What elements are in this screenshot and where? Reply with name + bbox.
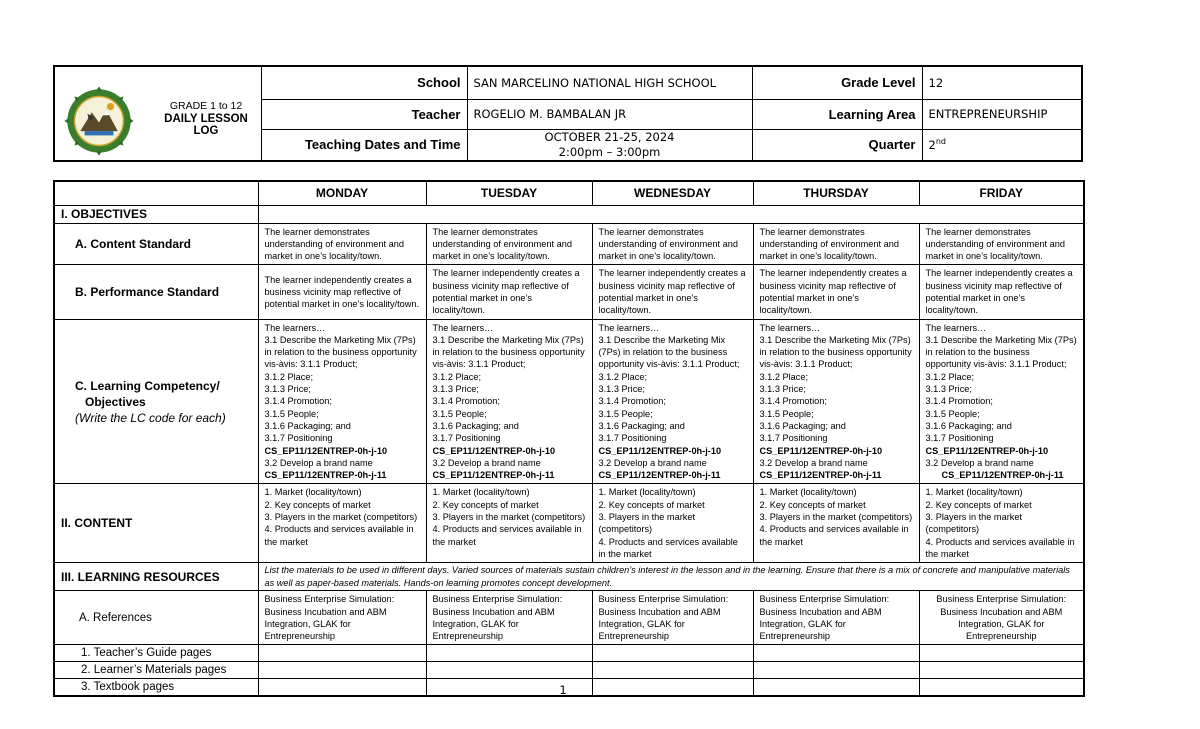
lc-line: 3.1.2 Place; xyxy=(925,371,975,382)
content-item: 1. Market (locality/town) xyxy=(432,487,530,498)
lm-thu xyxy=(753,662,919,679)
tg-fri xyxy=(919,645,1084,662)
tg-thu xyxy=(753,645,919,662)
learning-resources-note: List the materials to be used in different days. Varied sources of materials sustain children’s interest in the lesson and in the learning. Ensure that there is a mix of concrete and manipulative materials as well as paper-based materials. Hands-on learning promotes concept development. xyxy=(258,563,1084,591)
lc-line: 3.1.6 Packaging; and xyxy=(264,420,351,431)
lm-wed xyxy=(592,662,753,679)
lc-line: 3.2 Develop a brand name xyxy=(759,457,868,468)
dates-value xyxy=(467,129,752,161)
lc-intro: The learners… xyxy=(925,322,987,333)
lc-intro: The learners… xyxy=(264,322,326,333)
lc-line: 3.1.4 Promotion; xyxy=(264,396,332,407)
performance-standard-tue: The learner independently creates a business vicinity map reflective of potential market in one’s locality/town. xyxy=(426,265,592,319)
day-friday: FRIDAY xyxy=(919,181,1084,205)
lc-line: 3.2 Develop a brand name xyxy=(598,457,707,468)
content-item: 4. Products and services available in the market xyxy=(264,524,414,547)
lc-code: CS_EP11/12ENTREP-0h-j-11 xyxy=(432,470,555,481)
content-item: 3. Players in the market (competitors) xyxy=(432,512,586,523)
performance-standard-fri: The learner independently creates a business vicinity map reflective of potential market in one’s locality/town. xyxy=(919,265,1084,319)
tg-mon xyxy=(258,645,426,662)
tb-mon xyxy=(258,679,426,696)
school-seal-icon xyxy=(63,85,135,157)
teacher-label: Teacher xyxy=(261,99,467,129)
page-number: 1 xyxy=(559,683,567,697)
teachers-guide-label: 1. Teacher’s Guide pages xyxy=(54,645,258,662)
lc-line: 3.1.5 People; xyxy=(432,408,487,419)
performance-standard-mon: The learner independently creates a business vicinity map reflective of potential market in one’s locality/town. xyxy=(258,265,426,319)
lc-line: 3.1.5 People; xyxy=(598,408,653,419)
lc-label-line-1: C. Learning Competency/ xyxy=(75,378,220,393)
lc-line: 3.1.4 Promotion; xyxy=(598,396,666,407)
content-standard-tue: The learner demonstrates understanding of environment and market in one’s locality/town. xyxy=(426,223,592,265)
lc-line: 3.1.7 Positioning xyxy=(598,433,667,444)
content-item: 2. Key concepts of market xyxy=(432,499,539,510)
lc-code: CS_EP11/12ENTREP-0h-j-10 xyxy=(925,445,1049,456)
header-table xyxy=(53,65,1083,162)
content-item: 4. Products and services available in the market xyxy=(432,524,582,547)
content-item: 4. Products and services available in the market xyxy=(759,524,909,547)
lc-line: 3.1.6 Packaging; and xyxy=(598,420,685,431)
lc-code: CS_EP11/12ENTREP-0h-j-11 xyxy=(759,470,882,481)
content-item: 3. Players in the market (competitors) xyxy=(759,512,913,523)
references-mon: Business Enterprise Simulation: Business Incubation and ABM Integration, GLAK for Entrepreneurship xyxy=(258,591,426,645)
content-item: 1. Market (locality/town) xyxy=(925,487,1023,498)
school-label: School xyxy=(261,66,467,99)
textbook-label: 3. Textbook pages xyxy=(54,679,258,696)
lc-line: 3.1.2 Place; xyxy=(598,371,648,382)
lc-code: CS_EP11/12ENTREP-0h-j-10 xyxy=(432,445,556,456)
quarter-suffix: nd xyxy=(935,137,946,147)
content-item: 2. Key concepts of market xyxy=(598,499,705,510)
lc-line: 3.1.4 Promotion; xyxy=(925,396,993,407)
school-value: SAN MARCELINO NATIONAL HIGH SCHOOL xyxy=(467,66,752,99)
competency-thu xyxy=(753,319,919,484)
grade-range: GRADE 1 to 12 xyxy=(169,99,243,112)
lc-label-line-2: Objectives xyxy=(85,394,146,409)
grade-level-label: Grade Level xyxy=(752,66,922,99)
tg-tue xyxy=(426,645,592,662)
content-heading: II. CONTENT xyxy=(54,484,258,563)
lc-line: 3.1.5 People; xyxy=(264,408,319,419)
references-tue: Business Enterprise Simulation: Business Incubation and ABM Integration, GLAK for Entrepreneurship xyxy=(426,591,592,645)
content-standard-label: A. Content Standard xyxy=(54,223,258,265)
content-item: 3. Players in the market (competitors) xyxy=(264,512,418,523)
lc-line: 3.1 Describe the Marketing Mix (7Ps) in relation to the business opportunity vis-àvis: 3.1.1 Product; xyxy=(598,334,740,370)
lc-line: 3.2 Develop a brand name xyxy=(925,457,1034,468)
lm-mon xyxy=(258,662,426,679)
lc-line: 3.1.7 Positioning xyxy=(264,433,333,444)
lc-line: 3.1.5 People; xyxy=(925,408,980,419)
lc-line: 3.1.6 Packaging; and xyxy=(759,420,846,431)
content-item: 1. Market (locality/town) xyxy=(264,487,362,498)
lc-line: 3.1.2 Place; xyxy=(759,371,809,382)
lc-line: 3.1 Describe the Marketing Mix (7Ps) in relation to the business opportunity vis-àvis: 3.1.1 Product; xyxy=(432,334,585,370)
quarter-value xyxy=(922,129,1082,161)
content-standard-fri: The learner demonstrates understanding of environment and market in one’s locality/town. xyxy=(919,223,1084,265)
day-monday: MONDAY xyxy=(258,181,426,205)
grade-level-value: 12 xyxy=(922,66,1082,99)
lc-line: 3.1.4 Promotion; xyxy=(432,396,500,407)
day-wednesday: WEDNESDAY xyxy=(592,181,753,205)
content-item: 1. Market (locality/town) xyxy=(598,487,696,498)
content-item: 2. Key concepts of market xyxy=(925,499,1032,510)
content-thu xyxy=(753,484,919,563)
lc-intro: The learners… xyxy=(432,322,494,333)
competency-mon xyxy=(258,319,426,484)
content-item: 3. Players in the market (competitors) xyxy=(925,512,1023,535)
lc-line: 3.2 Develop a brand name xyxy=(432,457,541,468)
lc-line: 3.1.3 Price; xyxy=(759,384,806,395)
references-wed: Business Enterprise Simulation: Business Incubation and ABM Integration, GLAK for Entrepreneurship xyxy=(592,591,753,645)
day-tuesday: TUESDAY xyxy=(426,181,592,205)
lc-code: CS_EP11/12ENTREP-0h-j-10 xyxy=(759,445,883,456)
lc-line: 3.2 Develop a brand name xyxy=(264,457,373,468)
dates-label: Teaching Dates and Time xyxy=(261,129,467,161)
lesson-log-table xyxy=(53,180,1085,697)
lm-fri xyxy=(919,662,1084,679)
learning-resources-heading: III. LEARNING RESOURCES xyxy=(54,563,258,591)
competency-fri xyxy=(919,319,1084,484)
content-standard-mon: The learner demonstrates understanding of environment and market in one’s locality/town. xyxy=(258,223,426,265)
lc-line: 3.1.2 Place; xyxy=(264,371,314,382)
content-fri xyxy=(919,484,1084,563)
lc-line: 3.1.3 Price; xyxy=(432,384,479,395)
lc-line: 3.1 Describe the Marketing Mix (7Ps) in relation to the business opportunity vis-àvis: 3.1.1 Product; xyxy=(925,334,1077,370)
teacher-value: ROGELIO M. BAMBALAN JR xyxy=(467,99,752,129)
references-label: A. References xyxy=(54,591,258,645)
lc-code: CS_EP11/12ENTREP-0h-j-11 xyxy=(941,470,1064,481)
performance-standard-thu: The learner independently creates a business vicinity map reflective of potential market in one’s locality/town. xyxy=(753,265,919,319)
lc-line: 3.1.3 Price; xyxy=(598,384,645,395)
lc-line: 3.1 Describe the Marketing Mix (7Ps) in relation to the business opportunity vis-àvis: 3.1.1 Product; xyxy=(264,334,417,370)
lc-line: 3.1.7 Positioning xyxy=(432,433,501,444)
tb-wed xyxy=(592,679,753,696)
tb-thu xyxy=(753,679,919,696)
performance-standard-label: B. Performance Standard xyxy=(54,265,258,319)
lc-line: 3.1.2 Place; xyxy=(432,371,482,382)
performance-standard-wed: The learner independently creates a business vicinity map reflective of potential market in one’s locality/town. xyxy=(592,265,753,319)
lc-intro: The learners… xyxy=(598,322,660,333)
dates-line-2: 2:00pm – 3:00pm xyxy=(558,144,661,159)
content-standard-thu: The learner demonstrates understanding of environment and market in one’s locality/town. xyxy=(753,223,919,265)
content-item: 2. Key concepts of market xyxy=(264,499,371,510)
objectives-blank xyxy=(258,205,1084,223)
tb-fri xyxy=(919,679,1084,696)
logo-cell xyxy=(54,66,261,161)
lc-line: 3.1.7 Positioning xyxy=(759,433,828,444)
lc-line: 3.1.3 Price; xyxy=(264,384,311,395)
competency-tue xyxy=(426,319,592,484)
lm-tue xyxy=(426,662,592,679)
empty-corner xyxy=(54,181,258,205)
content-mon xyxy=(258,484,426,563)
lc-code: CS_EP11/12ENTREP-0h-j-11 xyxy=(598,470,721,481)
references-thu: Business Enterprise Simulation: Business Incubation and ABM Integration, GLAK for Entrepreneurship xyxy=(753,591,919,645)
quarter-label: Quarter xyxy=(752,129,922,161)
lc-line: 3.1.6 Packaging; and xyxy=(925,420,1012,431)
lc-line: 3.1.7 Positioning xyxy=(925,433,994,444)
competency-wed xyxy=(592,319,753,484)
lc-line: 3.1.6 Packaging; and xyxy=(432,420,519,431)
references-fri: Business Enterprise Simulation: Business Incubation and ABM Integration, GLAK for Entrepreneurship xyxy=(919,591,1084,645)
learners-materials-label: 2. Learner’s Materials pages xyxy=(54,662,258,679)
lc-code: CS_EP11/12ENTREP-0h-j-10 xyxy=(598,445,722,456)
learning-competency-label xyxy=(54,319,258,484)
day-thursday: THURSDAY xyxy=(753,181,919,205)
dates-line-1: OCTOBER 21-25, 2024 xyxy=(544,129,675,144)
lc-code: CS_EP11/12ENTREP-0h-j-10 xyxy=(264,445,388,456)
lc-label-line-3: (Write the LC code for each) xyxy=(75,410,226,425)
log-title: DAILY LESSON LOG xyxy=(164,112,248,137)
tg-wed xyxy=(592,645,753,662)
learning-area-label: Learning Area xyxy=(752,99,922,129)
quarter-number: 2 xyxy=(928,138,936,153)
learning-area-value: ENTREPRENEURSHIP xyxy=(922,99,1082,129)
content-item: 2. Key concepts of market xyxy=(759,499,866,510)
content-item: 1. Market (locality/town) xyxy=(759,487,857,498)
content-item: 3. Players in the market (competitors) xyxy=(598,512,696,535)
content-wed xyxy=(592,484,753,563)
lc-line: 3.1.5 People; xyxy=(759,408,814,419)
days-header-row xyxy=(54,181,1084,205)
lc-intro: The learners… xyxy=(759,322,821,333)
lc-code: CS_EP11/12ENTREP-0h-j-11 xyxy=(264,470,387,481)
content-item: 4. Products and services available in the market xyxy=(598,536,738,559)
lc-line: 3.1.3 Price; xyxy=(925,384,972,395)
content-tue xyxy=(426,484,592,563)
objectives-heading: I. OBJECTIVES xyxy=(54,205,258,223)
lc-line: 3.1 Describe the Marketing Mix (7Ps) in relation to the business opportunity vis-àvis: 3.1.1 Product; xyxy=(759,334,912,370)
lc-line: 3.1.4 Promotion; xyxy=(759,396,827,407)
content-standard-wed: The learner demonstrates understanding of environment and market in one’s locality/town. xyxy=(592,223,753,265)
content-item: 4. Products and services available in the market xyxy=(925,536,1075,559)
